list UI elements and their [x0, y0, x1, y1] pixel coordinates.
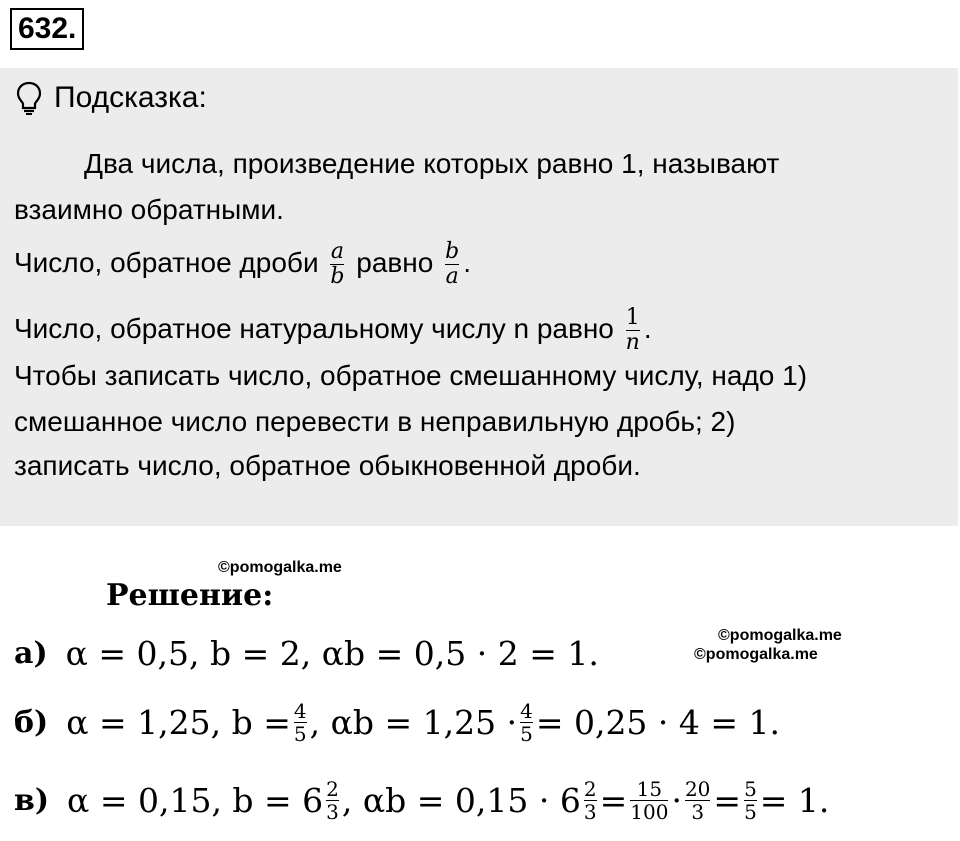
solution-label-a: а) [14, 636, 48, 671]
solution-title: Решение: [106, 578, 274, 613]
frac-numerator: 1 [625, 305, 640, 330]
hint-title-text: Подсказка: [54, 81, 207, 114]
solution-row-b [14, 700, 780, 745]
fraction: 4 5 [293, 699, 307, 746]
fraction: 2 3 [326, 777, 339, 824]
frac-denominator: b [330, 264, 345, 289]
hint-line-4: Число, обратное натуральному числу n равно $\frac{1}{n}$ . [14, 305, 652, 355]
eq-part: , αb = 1,25 · [309, 703, 518, 742]
task-number: 632. [10, 8, 84, 50]
fraction: 2 3 [583, 777, 597, 824]
fraction-b-over-a [445, 240, 459, 289]
eq-part: = 1. [759, 781, 830, 820]
hint-line-3-text-b: равно [356, 246, 434, 278]
frac-numerator: a [330, 239, 344, 264]
hint-line-3-text-a: Число, обратное дроби [14, 246, 319, 278]
fraction-1-over-n [626, 306, 640, 355]
hint-line-3: Число, обратное дроби $\frac{a}{b}$ равно $\frac{b}{a}$ . [14, 239, 471, 289]
watermark: ©pomogalka.me [694, 646, 818, 663]
hint-line-1: Два числа, произведение которых равно 1, называют [84, 148, 780, 179]
frac-denominator: n [625, 330, 640, 355]
fraction-a-over-b [330, 240, 344, 289]
fraction: 5 5 [744, 777, 757, 824]
hint-line-4-text: Число, обратное натуральному числу n равно [14, 312, 614, 344]
eq-part: = [713, 781, 742, 820]
watermark: ©pomogalka.me [718, 627, 842, 644]
hint-line-5: Чтобы записать число, обратное смешанному числу, надо 1) [14, 360, 808, 391]
eq-part: α = 0,15, b = 6 [67, 781, 324, 820]
hint-title [16, 80, 207, 116]
solution-label-b: б) [14, 705, 49, 740]
hint-line-6: смешанное число перевести в неправильную дробь; 2) [14, 406, 736, 437]
solution-label-c: в) [14, 783, 50, 818]
fraction: 4 5 [520, 699, 533, 746]
eq-part: · [671, 781, 682, 820]
lightbulb-icon [16, 81, 42, 115]
eq-part: , αb = 0,15 · 6 [341, 781, 581, 820]
fraction: 15 100 [630, 777, 669, 824]
eq-part: α = 1,25, b = [66, 703, 291, 742]
fraction: 20 3 [684, 777, 711, 824]
hint-line-7: записать число, обратное обыкновенной дроби. [14, 450, 641, 481]
watermark: ©pomogalka.me [218, 559, 342, 576]
eq-part: = [599, 781, 628, 820]
solution-row-a [14, 634, 599, 673]
frac-numerator: b [445, 239, 460, 264]
solution-eq-a: α = 0,5, b = 2, αb = 0,5 · 2 = 1. [65, 634, 599, 673]
frac-denominator: a [445, 264, 459, 289]
eq-part: = 0,25 · 4 = 1. [535, 703, 781, 742]
hint-line-2: взаимно обратными. [14, 194, 284, 225]
solution-row-c [14, 778, 829, 823]
